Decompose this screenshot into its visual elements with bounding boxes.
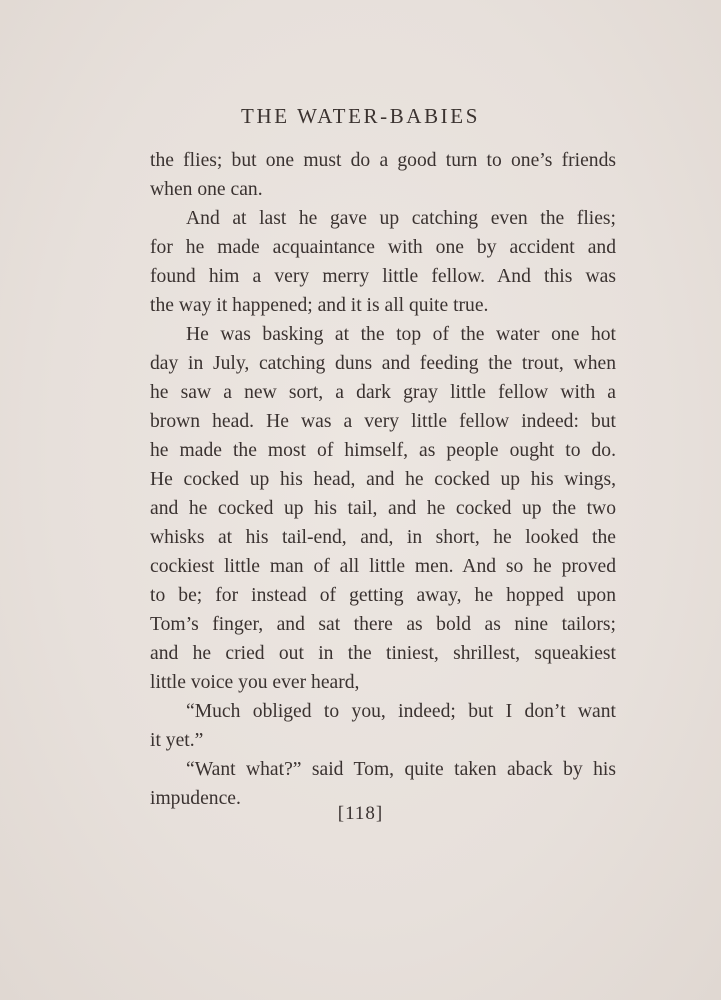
text-line: “Want what?” said Tom, quite taken aback by his: [186, 759, 616, 780]
text-line: cockiest little man of all little men. And so he proved: [150, 556, 616, 577]
text-line: “Much obliged to you, indeed; but I don’t want: [186, 701, 616, 722]
text-line: He cocked up his head, and he cocked up his wings,: [150, 469, 616, 490]
text-line: it yet.”: [150, 730, 204, 751]
text-line: when one can.: [150, 179, 263, 200]
text-line: for he made acquaintance with one by accident and: [150, 237, 616, 258]
text-line: the way it happened; and it is all quite true.: [150, 295, 489, 316]
body-text: [150, 146, 616, 813]
text-line: impudence.: [150, 788, 241, 809]
text-line: And at last he gave up catching even the flies;: [186, 208, 616, 229]
text-line: the flies; but one must do a good turn to one’s friends: [150, 150, 616, 171]
page-number: [118]: [337, 803, 384, 824]
text-line: to be; for instead of getting away, he hopped upon: [150, 585, 616, 606]
text-line: found him a very merry little fellow. And this was: [150, 266, 616, 287]
text-line: He was basking at the top of the water one hot: [186, 324, 616, 345]
text-line: he saw a new sort, a dark gray little fellow with a: [150, 382, 616, 403]
text-line: Tom’s finger, and sat there as bold as nine tailors;: [150, 614, 616, 635]
text-line: and he cried out in the tiniest, shrillest, squeakiest: [150, 643, 616, 664]
text-line: he made the most of himself, as people ought to do.: [150, 440, 616, 461]
text-line: little voice you ever heard,: [150, 672, 360, 693]
text-line: whisks at his tail-end, and, in short, he looked the: [150, 527, 616, 548]
text-line: and he cocked up his tail, and he cocked up the two: [150, 498, 616, 519]
text-line: brown head. He was a very little fellow indeed: but: [150, 411, 616, 432]
text-line: day in July, catching duns and feeding the trout, when: [150, 353, 616, 374]
running-head: THE WATER-BABIES: [241, 104, 480, 128]
